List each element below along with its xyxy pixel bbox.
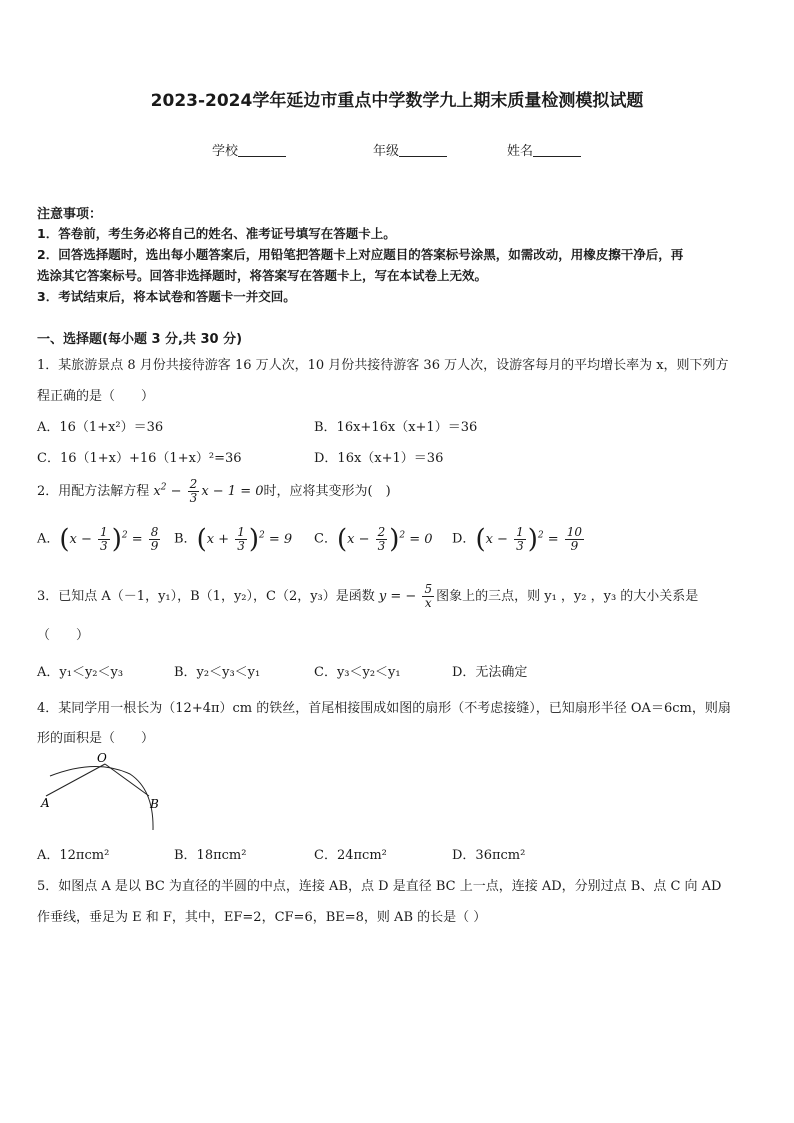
notice-heading: 注意事项： bbox=[37, 207, 103, 222]
q3-stem bbox=[37, 583, 698, 610]
q5-stem-cont: 作垂线，垂足为 E 和 F，其中，EF=2，CF=6，BE=8，则 AB 的长是（ ） bbox=[37, 910, 487, 925]
q2-stem bbox=[37, 478, 391, 505]
label-b: B bbox=[150, 797, 159, 811]
grade-blank bbox=[399, 144, 447, 157]
sector-figure bbox=[36, 752, 176, 834]
page-title: 2023-2024学年延边市重点中学数学九上期末质量检测模拟试题 bbox=[150, 91, 644, 111]
q1-option-a: A．16（1+x²）＝36 bbox=[37, 420, 164, 435]
name-label: 姓名 bbox=[507, 144, 534, 159]
q2-option-b: B．(x + $\frac{1}{3}$ )$^2$ = 9 bbox=[174, 524, 293, 554]
q2-option-c: C．(x − $\frac{2}{3}$ )$^2$ = 0 bbox=[314, 524, 433, 554]
q4-stem: 4．某同学用一根长为（12+4π）cm 的铁丝，首尾相接围成如图的扇形（不考虑接缝），已知扇形半径 OA＝6cm，则扇 bbox=[37, 701, 731, 716]
notice-item-2: 2．回答选择题时，选出每小题答案后，用铅笔把答题卡上对应题目的答案标号涂黑，如需改动，用橡皮擦干净后，再 bbox=[37, 247, 684, 262]
q3-option-c: C．y₃＜y₂＜y₁ bbox=[314, 665, 401, 680]
q1-option-c: C．16（1+x）+16（1+x）²=36 bbox=[37, 451, 242, 466]
q1-option-b: B．16x+16x（x+1）＝36 bbox=[314, 420, 478, 435]
grade-field bbox=[373, 140, 447, 159]
q2-prefix: 2．用配方法解方程 bbox=[37, 484, 150, 499]
q2-suffix: 时，应将其变形为( ) bbox=[263, 484, 391, 499]
q3-suffix: 图象上的三点，则 y₁ ，y₂ ，y₃ 的大小关系是 bbox=[436, 589, 699, 604]
q3-stem-cont: （ ） bbox=[37, 628, 90, 643]
notice-item-1: 1．答卷前，考生务必将自己的姓名、准考证号填写在答题卡上。 bbox=[37, 226, 396, 241]
q2-option-d: D．(x − $\frac{1}{3}$ )$^2$ = $\frac{10}{9}$ bbox=[452, 524, 583, 554]
radius-ob bbox=[105, 764, 149, 796]
q3-option-d: D．无法确定 bbox=[452, 665, 528, 680]
school-field bbox=[212, 140, 286, 159]
q3-option-a: A．y₁＜y₂＜y₃ bbox=[37, 665, 124, 680]
q4-stem-cont: 形的面积是（ ） bbox=[37, 731, 155, 746]
q4-option-b: B．18πcm² bbox=[174, 848, 247, 863]
school-label: 学校 bbox=[212, 144, 239, 159]
q3-function: y = − $\frac{5}{x}$ bbox=[378, 582, 433, 610]
name-field bbox=[507, 140, 581, 159]
q1-option-d: D．16x（x+1）＝36 bbox=[314, 451, 444, 466]
q3-prefix: 3．已知点 A（－1，y₁），B（1，y₂），C（2，y₃）是函数 bbox=[37, 589, 375, 604]
q5-stem: 5．如图点 A 是以 BC 为直径的半圆的中点，连接 AB，点 D 是直径 BC 上一点，连接 AD，分别过点 B、点 C 向 AD bbox=[37, 879, 722, 894]
sector-arc bbox=[50, 766, 153, 830]
q2-equation: $x^2$ − $\frac{2}{3}$ x − 1 = 0 bbox=[153, 477, 264, 505]
q4-option-a: A．12πcm² bbox=[37, 848, 110, 863]
notice-item-3: 3．考试结束后，将本试卷和答题卡一并交回。 bbox=[37, 289, 296, 304]
q3-option-b: B．y₂＜y₃＜y₁ bbox=[174, 665, 261, 680]
q4-option-d: D．36πcm² bbox=[452, 848, 526, 863]
q2-option-a: A．(x − $\frac{1}{3}$ )$^2$ = $\frac{8}{9}$ bbox=[37, 524, 159, 554]
school-blank bbox=[238, 144, 286, 157]
section-heading: 一、选择题(每小题 3 分,共 30 分) bbox=[37, 332, 243, 347]
q1-stem: 1．某旅游景点 8 月份共接待游客 16 万人次，10 月份共接待游客 36 万人次，设游客每月的平均增长率为 x，则下列方 bbox=[37, 358, 729, 373]
fraction: $\frac{2}{3}$ bbox=[189, 477, 198, 505]
label-a: A bbox=[41, 796, 50, 810]
notice-item-2-cont: 选涂其它答案标号。回答非选择题时，将答案写在答题卡上，写在本试卷上无效。 bbox=[37, 268, 488, 283]
q1-stem-cont: 程正确的是（ ） bbox=[37, 389, 155, 404]
q4-option-c: C．24πcm² bbox=[314, 848, 387, 863]
label-o: O bbox=[97, 752, 107, 765]
grade-label: 年级 bbox=[373, 144, 400, 159]
name-blank bbox=[533, 144, 581, 157]
